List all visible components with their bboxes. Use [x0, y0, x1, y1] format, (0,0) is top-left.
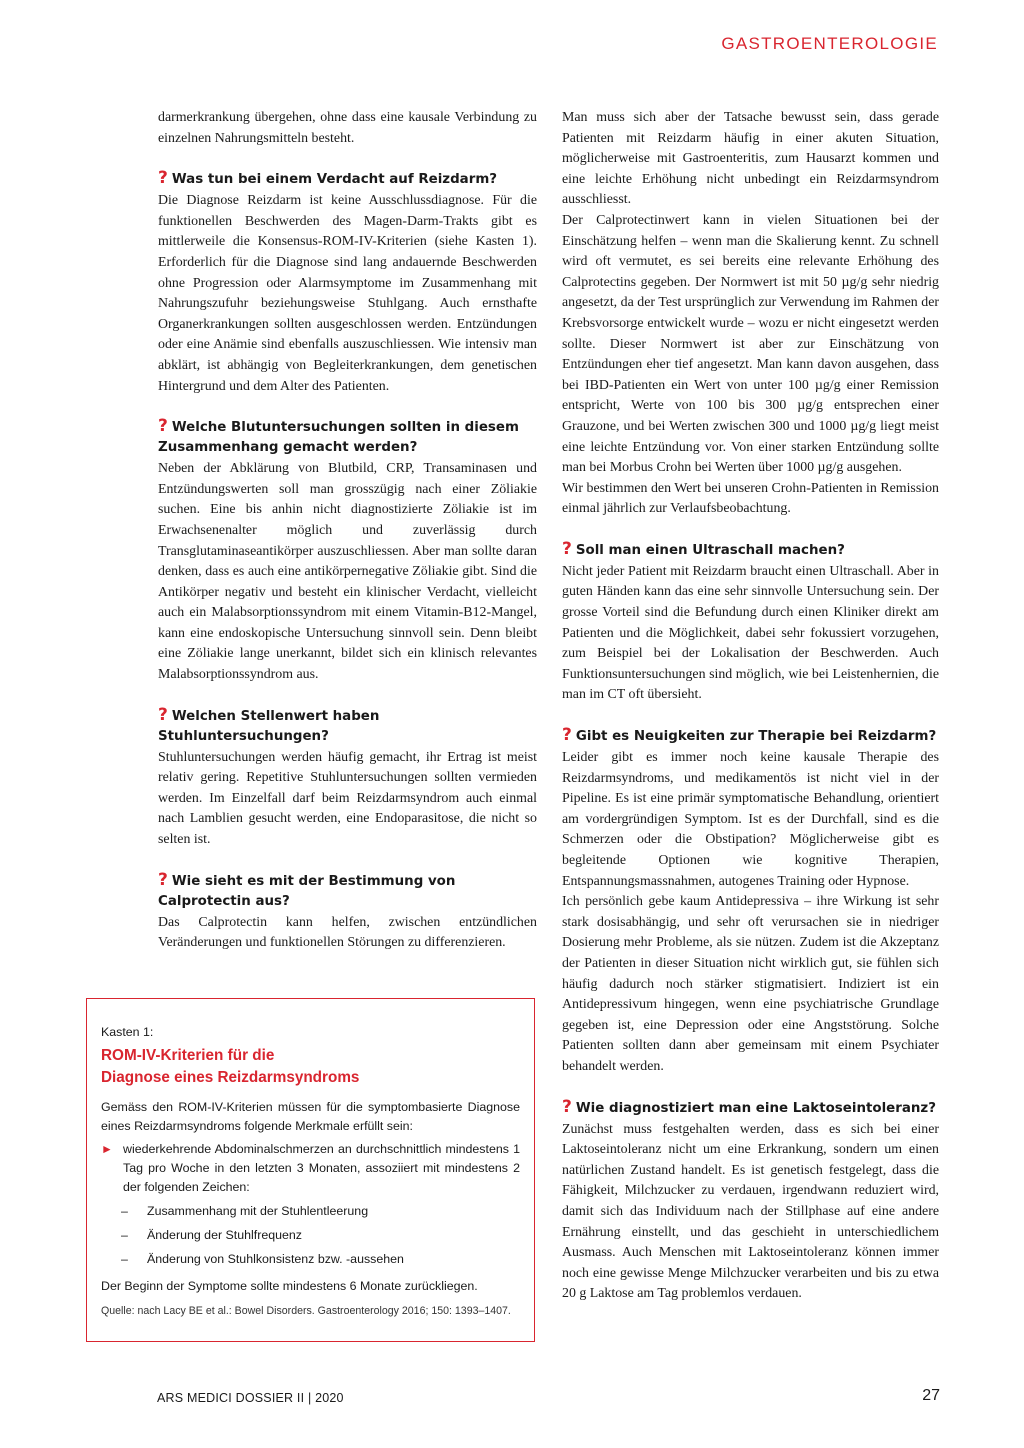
body-paragraph: Man muss sich aber der Tatsache bewusst sein, dass gerade Patienten mit Reizdarm häufig in einer akuten Situation, möglicherweise mit Gastroenteritis, zum Hausarzt kommen und eine leichte Erhöhung nicht unbedingt ein Reizdarmsyndrom ausschliesst.: [562, 110, 939, 208]
box-source: Quelle: nach Lacy BE et al.: Bowel Disorders. Gastroenterology 2016; 150: 1393–1407.: [101, 1305, 511, 1317]
answer-paragraph: Leider gibt es immer noch keine kausale Therapie des Reizdarmsyndroms, und medikamentös ist nicht viel in der Pipeline. Es ist eine primär symptomatische Behandlung, orientiert am vordergründigen Symptom. Ist es der Durchfall, sind es die Schmerzen oder die Obstipation? Möglicherweise gibt es begleitende Optionen wie kognitive Therapien, Entspannungsmassnahmen, autogenes Training oder Hypnose.: [562, 750, 939, 889]
question-mark-icon: ?: [562, 725, 572, 746]
question-heading: ? Wie sieht es mit der Bestimmung von Calprotectin aus?: [158, 869, 456, 909]
question-heading: ? Was tun bei einem Verdacht auf Reizdarm?: [158, 168, 498, 189]
left-column: [158, 108, 537, 954]
box-subitem: – Änderung von Stuhlkonsistenz bzw. -aussehen: [121, 1252, 404, 1266]
body-paragraph: Wir bestimmen den Wert bei unseren Crohn-Patienten in Remission einmal jährlich zur Verlaufsbeobachtung.: [562, 480, 939, 517]
answer-paragraph: Nicht jeder Patient mit Reizdarm braucht einen Ultraschall. Aber in guten Händen kann das eine sehr sinnvolle Untersuchung sein. Der grosse Vorteil sind die Befundung durch einen Kliniker direkt am Patienten und die Möglichkeit, dabei sehr fokussiert vorzugehen, zum Beispiel bei der Lokalisation der Beschwerden. Auch Funktionsuntersuchungen sind möglich, wie bei Leistenhernien, die man im CT oft übersieht.: [562, 563, 939, 703]
question-mark-icon: ?: [562, 538, 572, 559]
right-column: [562, 108, 939, 1305]
answer-paragraph: Stuhluntersuchungen werden häufig gemacht, ihr Ertrag ist meist relativ gering. Repetitive Stuhluntersuchungen sollten vermieden werden. Im Einzelfall darf beim Reizdarmsyndrom auch einmal nach Lamblien gesucht werden, eine Endoparasitose, die nicht so selten ist.: [158, 749, 537, 848]
question-mark-icon: ?: [158, 168, 168, 189]
box-bullet: ► wiederkehrende Abdominalschmerzen an durchschnittlich mindestens 1 Tag pro Woche in den letzten 3 Monaten, assoziiert mit mindestens 2 der folgenden Zeichen:: [101, 1140, 520, 1197]
answer-paragraph: Ich persönlich gebe kaum Antidepressiva – ihre Wirkung ist sehr stark dosisabhängig, und sehr oft verursachen sie in niedriger Dosierung mehr Probleme, als sie nützen. Zudem ist die Akzeptanz der Patienten in dieser Situation nicht wirklich gut, sie fühlen sich häufig dadurch noch stärker stigmatisiert. Indiziert ist ein Antidepressivum hingegen, wenn eine psychiatrische Grundlage gegeben ist, eine Depression oder eine Angststörung. Solche Patienten sollten dann aber gemeinsam mit einem Psychiater behandelt werden.: [562, 894, 939, 1074]
info-box: [86, 998, 535, 1342]
box-title: ROM-IV-Kriterien für die Diagnose eines Reizdarmsyndroms: [101, 1047, 360, 1086]
box-subitem: – Änderung der Stuhlfrequenz: [121, 1228, 302, 1242]
answer-paragraph: Zunächst muss festgehalten werden, dass es sich bei einer Laktoseintoleranz nicht um eine Erkrankung, sondern um einen natürlichen Zustand handelt. Es ist genetisch festgelegt, dass die Fähigkeit, Milchzucker zu verdauen, irgendwann reduziert wird, damit sich das Individuum nach der Stillphase auf eine andere Ernährung einstellt, und das geschieht in unterschiedlichem Ausmass. Auch Menschen mit Laktoseintoleranz können immer noch eine gewisse Menge Milchzucker verarbeiten und bis zu etwa 20 g Laktose am Tag problemlos verdauen.: [562, 1121, 939, 1302]
box-intro: Gemäss den ROM-IV-Kriterien müssen für die symptombasierte Diagnose eines Reizdarmsyndroms folgende Merkmale erfüllt sein:: [101, 1100, 520, 1133]
journal-footer: ARS MEDICI DOSSIER II | 2020: [157, 1391, 344, 1405]
question-heading: ? Welchen Stellenwert haben Stuhluntersuchungen?: [158, 704, 380, 744]
question-heading: ? Soll man einen Ultraschall machen?: [562, 538, 845, 559]
box-label: Kasten 1:: [101, 1025, 154, 1039]
question-mark-icon: ?: [562, 1096, 572, 1117]
box-closing: Der Beginn der Symptome sollte mindestens 6 Monate zurückliegen.: [101, 1279, 478, 1293]
body-paragraph: Der Calprotectinwert kann in vielen Situationen bei der Einschätzung helfen – wenn man die Skalierung kennt. Zu schnell wird oft vermutet, es sei bereits eine relevante Erhöhung des Calprotectins gegeben. Der Normwert ist mit 50 µg/g sehr niedrig angesetzt, da der Test ursprünglich zur Verwendung im Rahmen der Krebsvorsorge entwickelt wurde – wozu er nicht eingesetzt werden sollte. Dieser Normwert ist aber zur Einschätzung von Entzündungen eher tief angesetzt. Man kann davon ausgehen, dass bei IBD-Patienten ein Wert von unter 100 µg/g einer Remission entspricht, Werte von 100 bis 300 µg/g entsprechen einer Grauzone, und bei Werten zwischen 300 und 1000 µg/g liegt meist eine leichte Entzündung vor. Von einer starken Entzündung sollte man bei Morbus Crohn bei Werten über 1000 µg/g ausgehen.: [562, 212, 939, 476]
question-heading: ? Gibt es Neuigkeiten zur Therapie bei Reizdarm?: [562, 725, 937, 746]
arrow-right-icon: ►: [101, 1142, 113, 1156]
intro-paragraph: darmerkrankung übergehen, ohne dass eine kausale Verbindung zu einzelnen Nahrungsmitteln besteht.: [158, 110, 537, 146]
answer-paragraph: Neben der Abklärung von Blutbild, CRP, Transaminasen und Entzündungswerten soll man grosszügig nach einer Zöliakie suchen. Eine bis anhin nicht diagnostizierte Zöliakie ist im Erwachsenenalter möglich und zuverlässig durch Transglutaminaseantikörper auszuschliessen. Aber man sollte daran denken, dass es auch eine antikörpernegative Zöliakie gibt. Sind die Antikörper negativ und besteht ein klinischer Verdacht, vielleicht auch ein Malabsorptionssyndrom mit einem Vitamin-B12-Mangel, kann eine endoskopische Untersuchung sinnvoll sein. Denn bleibt eine Zöliakie lange unerkannt, bildet sich ein klinisch relevantes Malabsorptionssyndrom aus.: [158, 461, 537, 683]
question-heading: ? Wie diagnostiziert man eine Laktoseintoleranz?: [562, 1096, 936, 1117]
box-subitem: – Zusammenhang mit der Stuhlentleerung: [121, 1204, 369, 1218]
answer-paragraph: Die Diagnose Reizdarm ist keine Ausschlussdiagnose. Für die funktionellen Beschwerden des Magen-Darm-Trakts gibt es mittlerweile die Konsensus-ROM-IV-Kriterien (siehe Kasten 1). Erforderlich für die Diagnose sind lang andauernde Beschwerden ohne Progression oder Alarmsymptome im Zusammenhang mit Nahrungszufuhr beziehungsweise Stuhlgang. Auch ernsthafte Organerkrankungen sollten ausgeschlossen werden. Entzündungen oder eine Anämie sind ebenfalls auszuschliessen. Wie intensiv man abklärt, ist abhängig von Begleiterkrankungen, dem genetischen Hintergrund und dem Alter des Patienten.: [158, 193, 537, 394]
page-number: 27: [922, 1387, 940, 1404]
question-mark-icon: ?: [158, 869, 168, 890]
question-heading: ? Welche Blutuntersuchungen sollten in diesem Zusammenhang gemacht werden?: [158, 416, 519, 456]
question-mark-icon: ?: [158, 416, 168, 437]
section-header: GASTROENTEROLOGIE: [721, 34, 938, 53]
question-mark-icon: ?: [158, 704, 168, 725]
answer-paragraph: Das Calprotectin kann helfen, zwischen entzündlichen Veränderungen und funktionellen Störungen zu differenzieren.: [158, 914, 537, 951]
